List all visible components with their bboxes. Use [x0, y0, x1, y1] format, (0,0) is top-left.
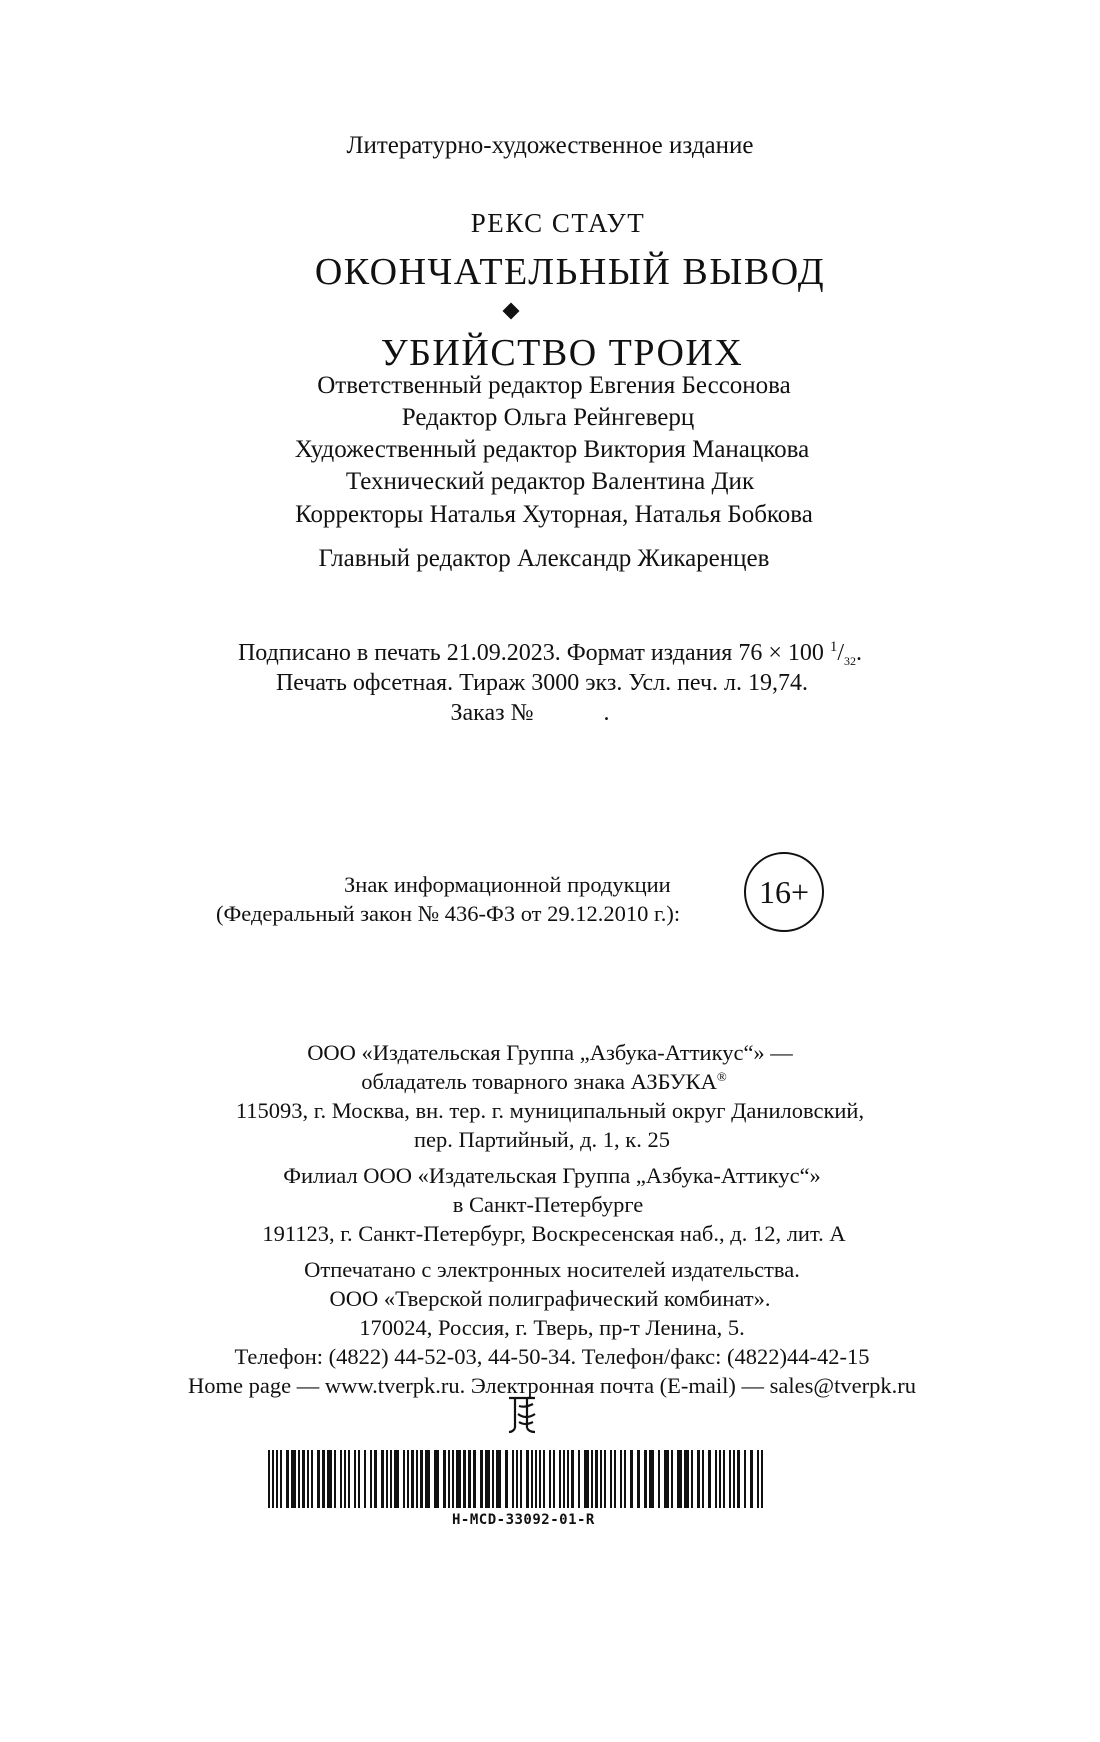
imprint-line-1-end: .	[856, 640, 863, 666]
staff-art-editor: Художественный редактор Виктория Манацкова	[294, 436, 810, 463]
fraction-denominator: 32	[844, 654, 857, 668]
branch-line-1: Филиал ООО «Издательская Группа „Азбука-Аттикус“»	[283, 1163, 821, 1188]
publisher-line-2	[0, 1069, 1094, 1095]
fraction-numerator: 1	[829, 639, 838, 655]
printer-line-2: ООО «Тверской полиграфический комбинат».	[329, 1286, 771, 1311]
printer-address: 170024, Россия, г. Тверь, пр-т Ленина, 5.	[359, 1315, 745, 1340]
author-name: РЕКС СТАУТ	[470, 208, 646, 238]
book-title-1: ОКОНЧАТЕЛЬНЫЙ ВЫВОД	[314, 251, 826, 293]
age-sign-line-1: Знак информационной продукции	[344, 872, 671, 897]
book-title-2: УБИЙСТВО ТРОИХ	[380, 332, 744, 374]
printer-web-email: Home page — www.tverpk.ru. Электронная почта (E-mail) — sales@tverpk.ru	[188, 1373, 916, 1398]
age-rating-badge: 16+	[744, 852, 824, 932]
age-sign-line-2: (Федеральный закон № 436-ФЗ от 29.12.2010 г.):	[216, 901, 681, 926]
publisher-line-1: ООО «Издательская Группа „Азбука-Аттикус“» —	[307, 1040, 793, 1065]
printer-logo-icon	[505, 1392, 539, 1434]
barcode-icon	[266, 1450, 766, 1508]
imprint-format: Подписано в печать 21.09.2023. Формат издания 76 × 100	[237, 640, 830, 666]
staff-proofreaders: Корректоры Наталья Хуторная, Наталья Бобкова	[295, 501, 813, 528]
branch-line-2: в Санкт-Петербурге	[452, 1192, 644, 1217]
diamond-divider-icon	[503, 303, 520, 320]
publisher-trademark-text: обладатель товарного знака АЗБУКА	[361, 1069, 717, 1094]
publisher-address-1: 115093, г. Москва, вн. тер. г. муниципальный округ Даниловский,	[235, 1098, 865, 1123]
imprint-order	[0, 700, 1080, 727]
chief-editor: Главный редактор Александр Жикаренцев	[318, 545, 770, 572]
registered-mark-icon: ®	[716, 1069, 727, 1084]
printer-phones: Телефон: (4822) 44-52-03, 44-50-34. Телефон/факс: (4822)44-42-15	[234, 1344, 870, 1369]
barcode-code: H-MCD-33092-01-R	[452, 1512, 595, 1528]
staff-editor: Редактор Ольга Рейнгеверц	[401, 404, 695, 431]
branch-address: 191123, г. Санкт-Петербург, Воскресенская наб., д. 12, лит. А	[262, 1221, 846, 1246]
staff-technical-editor: Технический редактор Валентина Дик	[345, 468, 755, 495]
order-label: Заказ №	[450, 700, 534, 726]
imprint-line-1: Подписано в печать 21.09.2023. Формат издания 76 × 100 $^1/_{32}$.	[237, 639, 863, 668]
imprint-line-2: Печать офсетная. Тираж 3000 экз. Усл. печ. л. 19,74.	[275, 670, 809, 696]
genre-label: Литературно-художественное издание	[346, 132, 754, 159]
order-suffix: .	[603, 700, 610, 726]
staff-responsive-editor: Ответственный редактор Евгения Бессонова	[317, 372, 791, 399]
publisher-address-2: пер. Партийный, д. 1, к. 25	[414, 1127, 670, 1152]
printer-line-1: Отпечатано с электронных носителей издательства.	[304, 1257, 800, 1282]
